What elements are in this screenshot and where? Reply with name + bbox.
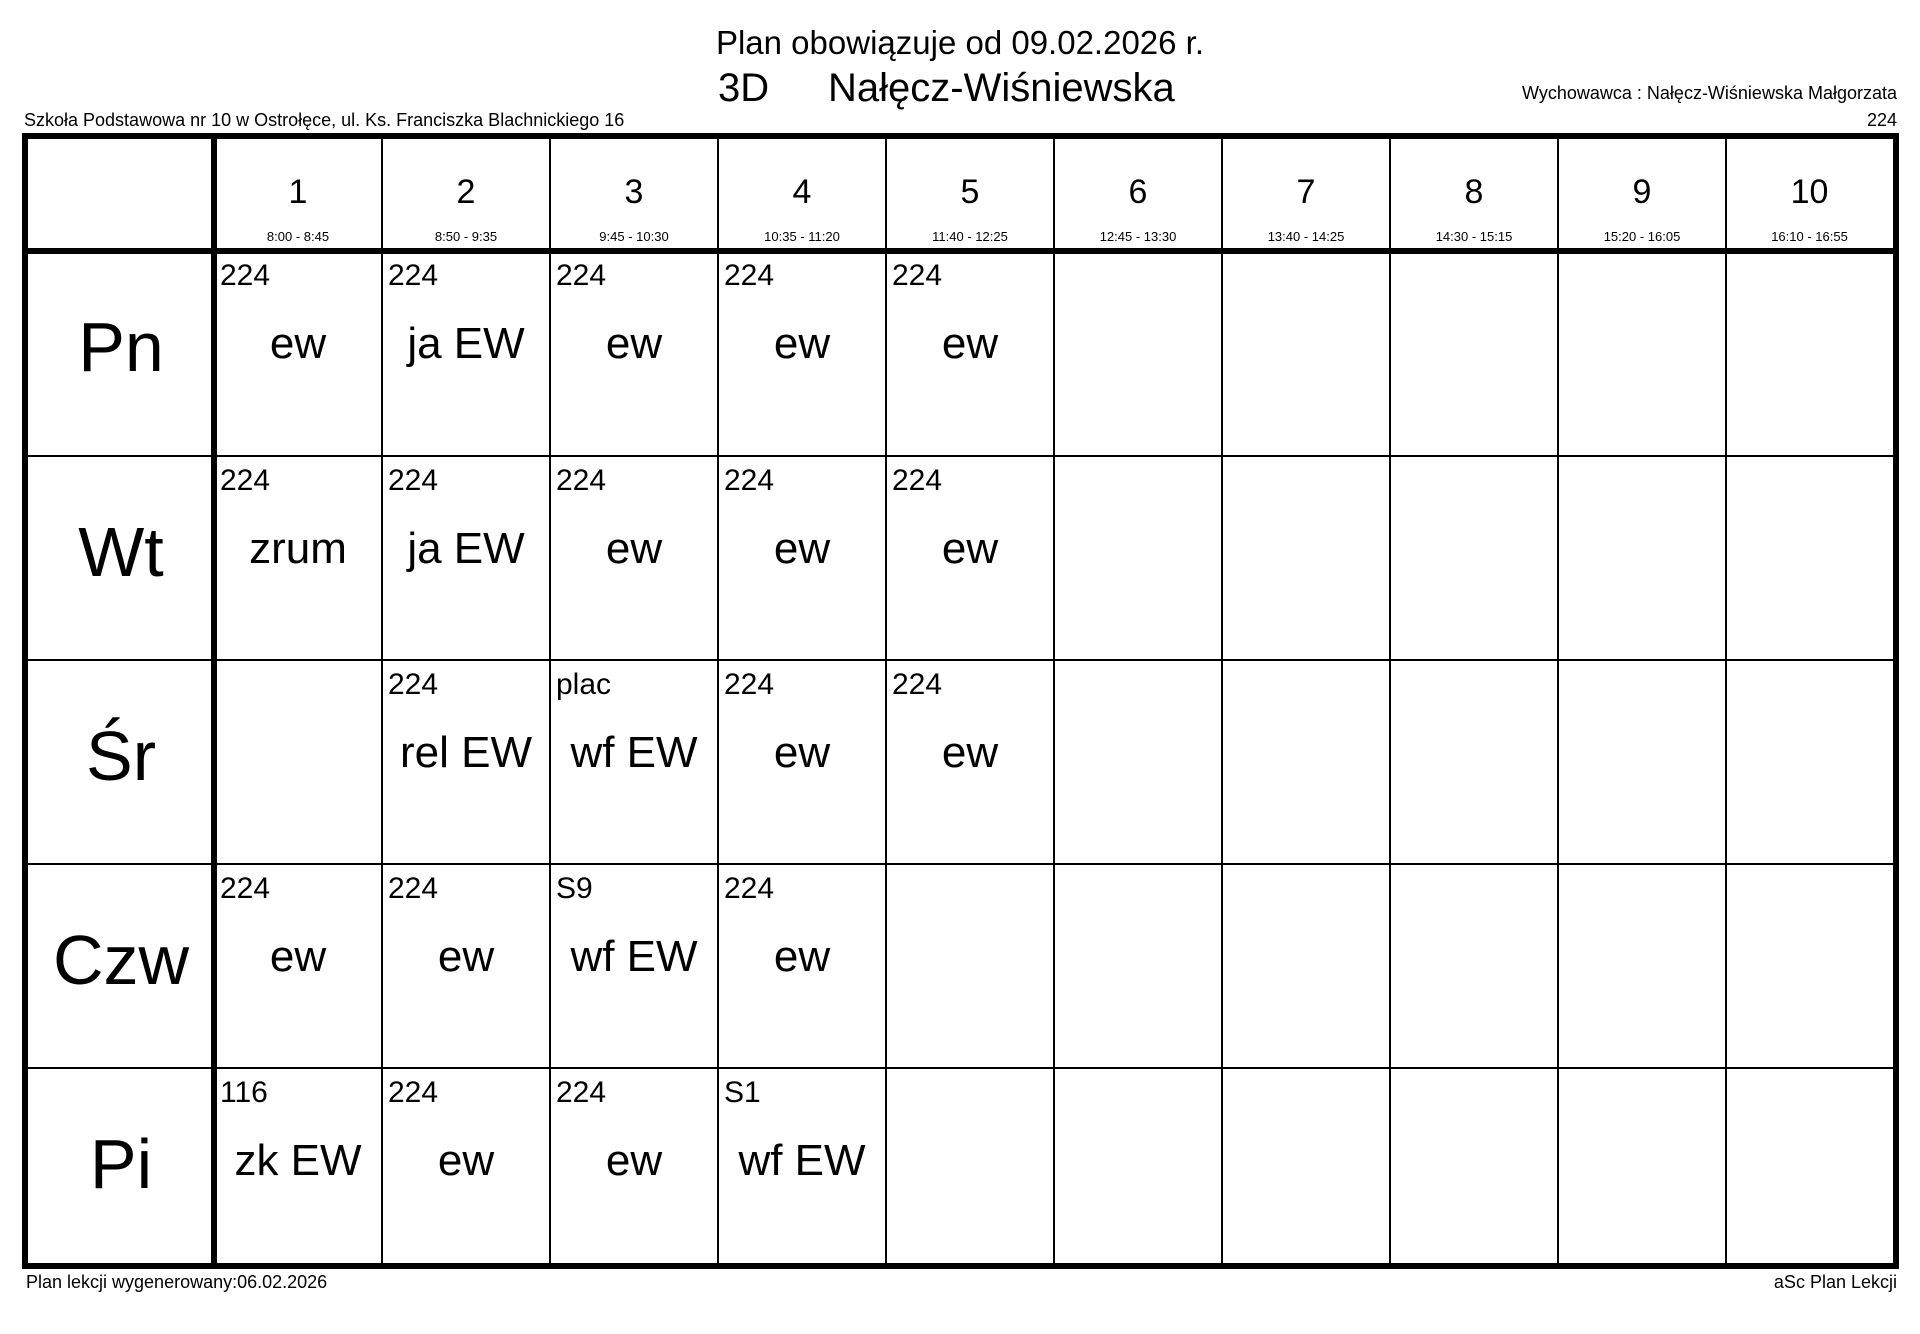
day-header — [28, 456, 214, 660]
period-header — [214, 139, 382, 251]
lesson-cell — [214, 251, 382, 456]
lesson-cell — [382, 456, 550, 660]
period-time: 16:10 - 16:55 — [1771, 229, 1848, 244]
period-time: 10:35 - 11:20 — [764, 229, 840, 244]
period-time: 12:45 - 13:30 — [1099, 229, 1177, 244]
lesson-room: S1 — [724, 1076, 761, 1109]
period-time: 11:40 - 12:25 — [932, 229, 1008, 244]
lesson-cell — [214, 456, 382, 660]
generated-date: Plan lekcji wygenerowany:06.02.2026 — [26, 1272, 328, 1292]
lesson-subject: zrum — [249, 524, 347, 573]
empty-cell — [1222, 864, 1390, 1068]
period-number: 7 — [1296, 173, 1316, 211]
lesson-subject: ew — [269, 932, 327, 981]
lesson-room: 224 — [388, 259, 439, 292]
period-number: 1 — [288, 173, 308, 211]
software-name: aSc Plan Lekcji — [1773, 1272, 1897, 1292]
lesson-subject: wf EW — [738, 1136, 866, 1185]
lesson-cell — [214, 864, 382, 1068]
lesson-room: 224 — [724, 668, 775, 701]
empty-cell — [1726, 660, 1893, 864]
empty-cell — [886, 864, 1054, 1068]
valid-from-note: Plan obowiązuje od 09.02.2026 r. — [715, 24, 1205, 61]
lesson-room: plac — [556, 668, 612, 701]
empty-cell — [1222, 660, 1390, 864]
lesson-subject: ew — [437, 932, 495, 981]
empty-cell — [214, 660, 382, 864]
day-label: Pi — [89, 1125, 153, 1203]
empty-cell — [1222, 456, 1390, 660]
period-number: 6 — [1128, 173, 1148, 211]
corner-cell — [28, 139, 214, 251]
empty-cell — [1726, 251, 1893, 456]
day-label: Pn — [78, 308, 164, 386]
period-time: 8:50 - 9:35 — [434, 229, 498, 244]
lesson-room: 224 — [556, 259, 607, 292]
lesson-room: 224 — [892, 464, 943, 497]
lesson-subject: ew — [269, 319, 327, 368]
day-label: Śr — [86, 717, 156, 795]
period-time: 13:40 - 14:25 — [1267, 229, 1345, 244]
period-header — [1726, 139, 1893, 251]
period-number: 3 — [624, 173, 644, 211]
period-header — [1222, 139, 1390, 251]
lesson-cell — [718, 864, 886, 1068]
day-header — [28, 1068, 214, 1263]
period-number: 10 — [1790, 173, 1829, 211]
lesson-room: 224 — [388, 872, 439, 905]
lesson-subject: zk EW — [234, 1136, 362, 1185]
lesson-room: 224 — [724, 872, 775, 905]
lesson-subject: ja EW — [407, 319, 525, 368]
lesson-subject: ew — [437, 1136, 495, 1185]
lesson-room: 224 — [892, 668, 943, 701]
day-label: Wt — [78, 513, 164, 591]
empty-cell — [1390, 660, 1558, 864]
period-header — [1558, 139, 1726, 251]
lesson-cell — [550, 660, 718, 864]
period-number: 5 — [960, 173, 980, 211]
empty-cell — [886, 1068, 1054, 1263]
period-header — [382, 139, 550, 251]
period-number: 4 — [792, 173, 812, 211]
lesson-cell — [886, 660, 1054, 864]
empty-cell — [1222, 1068, 1390, 1263]
lesson-subject: ew — [773, 932, 831, 981]
period-header — [1390, 139, 1558, 251]
empty-cell — [1558, 864, 1726, 1068]
lesson-room: 224 — [724, 464, 775, 497]
period-number: 8 — [1464, 173, 1484, 211]
empty-cell — [1390, 864, 1558, 1068]
empty-cell — [1054, 1068, 1222, 1263]
lesson-subject: ja EW — [407, 524, 525, 573]
lesson-room: 116 — [220, 1076, 268, 1109]
period-header — [550, 139, 718, 251]
lesson-subject: ew — [773, 728, 831, 777]
lesson-subject: ew — [605, 1136, 663, 1185]
homeroom-teacher: Wychowawca : Nałęcz-Wiśniewska Małgorzata — [1522, 83, 1897, 103]
lesson-cell — [214, 1068, 382, 1263]
lesson-cell — [382, 864, 550, 1068]
lesson-cell — [886, 456, 1054, 660]
lesson-cell — [550, 251, 718, 456]
homeroom-room: 224 — [1866, 110, 1897, 130]
empty-cell — [1558, 456, 1726, 660]
lesson-room: 224 — [220, 259, 271, 292]
lesson-cell — [718, 660, 886, 864]
empty-cell — [1390, 251, 1558, 456]
period-header — [1054, 139, 1222, 251]
lesson-cell — [550, 864, 718, 1068]
lesson-room: 224 — [220, 464, 271, 497]
lesson-cell — [886, 251, 1054, 456]
lesson-room: 224 — [220, 872, 271, 905]
lesson-subject: rel EW — [400, 728, 532, 777]
lesson-cell — [718, 456, 886, 660]
empty-cell — [1726, 456, 1893, 660]
lesson-room: 224 — [556, 464, 607, 497]
empty-cell — [1726, 1068, 1893, 1263]
empty-cell — [1558, 1068, 1726, 1263]
period-time: 9:45 - 10:30 — [599, 229, 669, 244]
period-header — [718, 139, 886, 251]
lesson-subject: ew — [941, 728, 999, 777]
lesson-subject: ew — [941, 524, 999, 573]
day-header — [28, 660, 214, 864]
teacher-name: Nałęcz-Wiśniewska — [828, 66, 1175, 110]
empty-cell — [1054, 456, 1222, 660]
lesson-room: 224 — [556, 1076, 607, 1109]
lesson-subject: wf EW — [570, 932, 698, 981]
lesson-cell — [382, 251, 550, 456]
lesson-subject: ew — [773, 524, 831, 573]
lesson-subject: ew — [941, 319, 999, 368]
day-label: Czw — [52, 921, 190, 999]
empty-cell — [1054, 864, 1222, 1068]
lesson-room: 224 — [388, 464, 439, 497]
lesson-cell — [718, 251, 886, 456]
empty-cell — [1390, 456, 1558, 660]
lesson-subject: wf EW — [570, 728, 698, 777]
class-code: 3D — [718, 66, 770, 110]
lesson-room: 224 — [388, 1076, 439, 1109]
empty-cell — [1222, 251, 1390, 456]
day-header — [28, 251, 214, 456]
period-time: 8:00 - 8:45 — [266, 229, 330, 244]
lesson-subject: ew — [605, 524, 663, 573]
lesson-room: 224 — [388, 668, 439, 701]
lesson-cell — [382, 660, 550, 864]
period-time: 15:20 - 16:05 — [1603, 229, 1681, 244]
school-address: Szkoła Podstawowa nr 10 w Ostrołęce, ul. Ks. Franciszka Blachnickiego 16 — [24, 110, 625, 130]
lesson-cell — [550, 1068, 718, 1263]
empty-cell — [1054, 251, 1222, 456]
period-number: 2 — [456, 173, 476, 211]
empty-cell — [1558, 251, 1726, 456]
lesson-cell — [718, 1068, 886, 1263]
day-header — [28, 864, 214, 1068]
timetable-grid — [22, 133, 1899, 1269]
lesson-subject: ew — [605, 319, 663, 368]
lesson-room: 224 — [892, 259, 943, 292]
empty-cell — [1558, 660, 1726, 864]
period-number: 9 — [1632, 173, 1652, 211]
lesson-cell — [382, 1068, 550, 1263]
period-time: 14:30 - 15:15 — [1435, 229, 1513, 244]
empty-cell — [1726, 864, 1893, 1068]
empty-cell — [1054, 660, 1222, 864]
lesson-subject: ew — [773, 319, 831, 368]
lesson-room: 224 — [724, 259, 775, 292]
period-header — [886, 139, 1054, 251]
empty-cell — [1390, 1068, 1558, 1263]
lesson-cell — [550, 456, 718, 660]
lesson-room: S9 — [556, 872, 593, 905]
